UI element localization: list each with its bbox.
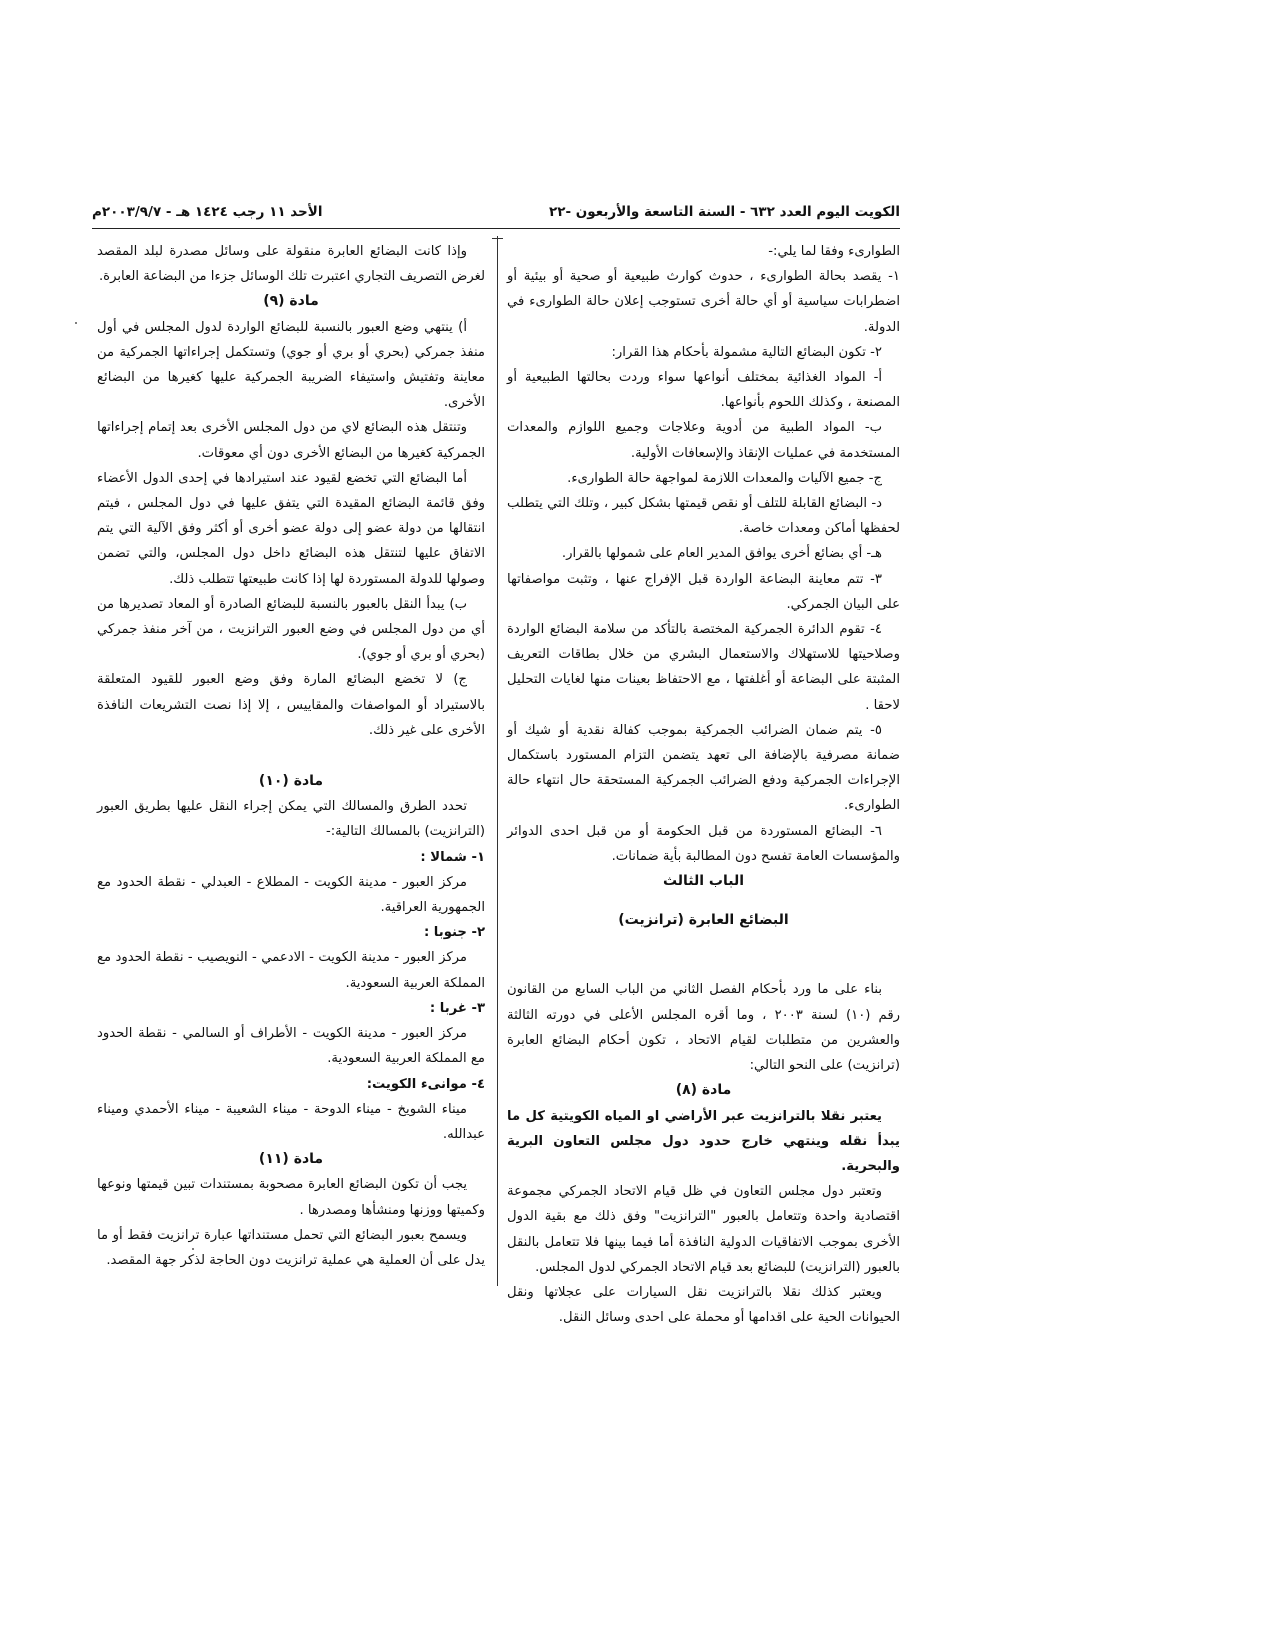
article-heading: مادة (٩): [263, 293, 319, 310]
paragraph: ويعتبر كذلك نقلا بالترانزيت نقل السيارات على عجلاتها ونقل الحيوانات الحية على اقدامها أو محملة على احدى وسائل النقل.: [507, 1284, 900, 1326]
paragraph: وتعتبر دول مجلس التعاون في ظل قيام الاتحاد الجمركي مجموعة اقتصادية واحدة وتتعامل بالعبور "الترانزيت" وفق ذلك مع بقية الدول الأخرى بموجب الاتفاقيات الدولية النافذة أما فيما بينها فلا تتعامل بالنقل بالعبور (الترانزيت) للبضائع بعد قيام الاتحاد الجمركي لدول المجلس.: [507, 1184, 900, 1275]
paragraph: هـ- أي بضائع أخرى يوافق المدير العام على شمولها بالقرار.: [561, 546, 882, 562]
chapter-heading: الباب الثالث: [662, 873, 745, 890]
route-heading: ١- شمالا :: [420, 849, 485, 865]
gazette-issue-info: الكويت اليوم العدد ٦٣٢ - السنة التاسعة والأربعون -٢٢: [548, 204, 900, 220]
paragraph: مركز العبور - مدينة الكويت - الادعمي - النويصيب - نقطة الحدود مع المملكة العربية السعودية.: [97, 950, 485, 991]
column-divider-mark: [492, 238, 503, 239]
paragraph: أما البضائع التي تخضع لقيود عند استيرادها في إحدى الدول الأعضاء وفق قائمة البضائع المقيدة التي يتفق عليها في دول المجلس ، فيتم انتقالها من دولة عضو إلى دولة عضو أخرى أو أكثر وفق الآلية التي يتم الاتفاق عليها لتنتقل هذه البضائع داخل دول المجلس، والتي تضمن وصولها للدولة المستوردة لها إذا كانت طبيعتها تتطلب ذلك.: [97, 470, 485, 587]
paragraph: يجب أن تكون البضائع العابرة مصحوبة بمستندات تبين قيمتها ونوعها وكميتها ووزنها ومنشأها ومصدرها .: [97, 1177, 485, 1218]
gazette-date: الأحد ١١ رجب ١٤٢٤ هـ - ٢٠٠٣/٩/٧م: [92, 204, 323, 220]
route-heading: ٢- جنوبا :: [423, 925, 485, 941]
paragraph: مركز العبور - مدينة الكويت - الأطراف أو السالمي - نقطة الحدود مع المملكة العربية السعودية.: [97, 1026, 485, 1067]
paragraph: أ- المواد الغذائية بمختلف أنواعها سواء وردت بحالتها الطبيعية أو المصنعة ، وكذلك اللحوم بأنواعها.: [507, 370, 900, 411]
paragraph: تحدد الطرق والمسالك التي يمكن إجراء النقل عليها بطريق العبور (الترانزيت) بالمسالك التالية:-: [97, 799, 485, 840]
right-column: [507, 239, 900, 1330]
paragraph: ٤- تقوم الدائرة الجمركية المختصة بالتأكد من سلامة البضائع الواردة وصلاحيتها للاستهلاك والاستعمال البشري من خلال بطاقات التعريف المثبتة على البضاعة أو أغلفتها ، مع الاحتفاظ بعينات منها لغايات التحليل لاحقا .: [507, 622, 900, 713]
paragraph: ٦- البضائع المستوردة من قبل الحكومة أو من قبل احدى الدوائر والمؤسسات العامة تفسح دون المطالبة بأية ضمانات.: [507, 823, 900, 864]
article-heading: مادة (١١): [258, 1151, 324, 1168]
route-heading: ٣- غربا :: [429, 1000, 485, 1016]
paragraph: ميناء الشويخ - ميناء الدوحة - ميناء الشعيبة - ميناء الأحمدي وميناء عبدالله.: [97, 1101, 485, 1142]
scan-speck: [75, 322, 77, 324]
paragraph: د- البضائع القابلة للتلف أو نقص قيمتها بشكل كبير ، وتلك التي يتطلب لحفظها أماكن ومعدات خاصة.: [507, 496, 900, 537]
paragraph: ج) لا تخضع البضائع المارة وفق وضع العبور للقيود المتعلقة بالاستيراد أو المواصفات والمقاييس ، إلا إذا نصت التشريعات النافذة الأخرى على غير ذلك.: [97, 672, 485, 738]
paragraph: ١- يقصد بحالة الطوارىء ، حدوث كوارث طبيعية أو صحية أو بيئية أو اضطرابات سياسية أو أي حالة أخرى تستوجب إعلان حالة الطوارىء في الدولة.: [507, 269, 900, 335]
paragraph: ويسمح بعبور البضائع التي تحمل مستنداتها عبارة ترانزيت فقط أو ما يدل على أن العملية هي عملية ترانزيت دون الحاجة لذكر جهة المقصد.: [97, 1227, 485, 1268]
paragraph: الطوارىء وفقا لما يلي:-: [768, 244, 900, 259]
paragraph: ب) يبدأ النقل بالعبور بالنسبة للبضائع الصادرة أو المعاد تصديرها من أي من دول المجلس في وضع العبور الترانزيت ، من آخر منفذ جمركي (بحري أو بري أو جوي).: [97, 596, 485, 663]
paragraph: وتنتقل هذه البضائع لاي من دول المجلس الأخرى بعد إتمام إجراءاتها الجمركية كغيرها من البضائع الأخرى دون أي معوقات.: [97, 420, 485, 461]
paragraph: ٢- تكون البضائع التالية مشمولة بأحكام هذا القرار:: [611, 344, 882, 360]
header-rule: [92, 228, 900, 229]
left-column: [97, 239, 485, 1273]
route-heading: ٤- موانىء الكويت:: [366, 1076, 485, 1092]
page-header: [92, 204, 900, 226]
scan-speck: [192, 1248, 194, 1250]
chapter-title: البضائع العابرة (ترانزيت): [618, 912, 789, 929]
paragraph: ٣- تتم معاينة البضاعة الواردة قبل الإفراج عنها ، وتثبت مواصفاتها على البيان الجمركي.: [507, 571, 900, 612]
paragraph: ب- المواد الطبية من أدوية وعلاجات وجميع اللوازم والمعدات المستخدمة في عمليات الإنقاذ والإسعافات الأولية.: [507, 420, 900, 461]
paragraph: مركز العبور - مدينة الكويت - المطلاع - العبدلي - نقطة الحدود مع الجمهورية العراقية.: [97, 874, 485, 916]
article-heading: مادة (٨): [675, 1082, 732, 1099]
paragraph: وإذا كانت البضائع العابرة منقولة على وسائل مصدرة لبلد المقصد لغرض التصريف التجاري اعتبرت تلك الوسائل جزءا من البضاعة العابرة.: [97, 244, 485, 285]
paragraph: ج- جميع الآليات والمعدات اللازمة لمواجهة حالة الطوارىء.: [567, 470, 882, 486]
paragraph: يعتبر نقلا بالترانزيت عبر الأراضي او المياه الكويتية كل ما يبدأ نقله وينتهي خارج حدود دول مجلس التعاون البرية والبحرية.: [507, 1108, 900, 1174]
paragraph: أ) ينتهي وضع العبور بالنسبة للبضائع الواردة لدول المجلس في أول منفذ جمركي (بحري أو بري أو جوي) وتستكمل إجراءاتها الجمركية من معاينة وتفتيش واستيفاء الضريبة الجمركية عليها كغيرها من البضائع الأخرى.: [97, 319, 485, 411]
paragraph: بناء على ما ورد بأحكام الفصل الثاني من الباب السابع من القانون رقم (١٠) لسنة ٢٠٠٣ ، وما أقره المجلس الأعلى في دورته الثالثة والعشرين من متطلبات لقيام الاتحاد ، تكون أحكام البضائع العابرة (ترانزيت) على النحو التالي:: [507, 982, 900, 1074]
paragraph: ٥- يتم ضمان الضرائب الجمركية بموجب كفالة نقدية أو شيك أو ضمانة مصرفية بالإضافة الى تعهد يتضمن التزام المستورد باستكمال الإجراءات الجمركية ودفع الضرائب الجمركية المستحقة حال انتهاء حالة الطوارىء.: [507, 722, 900, 814]
column-divider: [497, 236, 498, 1286]
article-heading: مادة (١٠): [258, 773, 324, 790]
